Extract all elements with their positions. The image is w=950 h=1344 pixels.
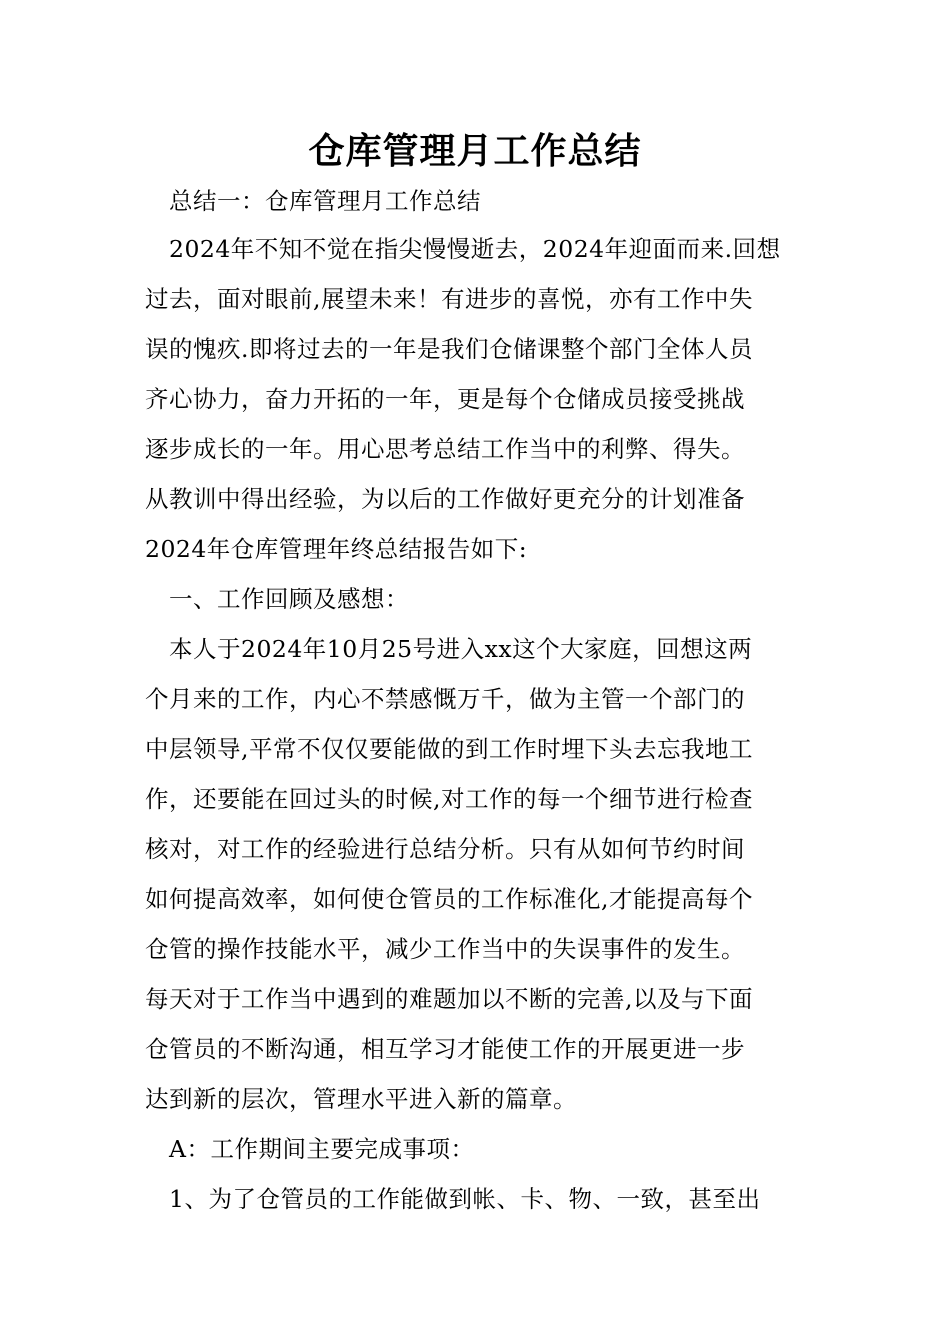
paragraph-line: 个月来的工作，内心不禁感慨万千，做为主管一个部门的: [145, 685, 745, 713]
paragraph-line: 达到新的层次，管理水平进入新的篇章。: [145, 1085, 577, 1113]
subsection-heading: A：工作期间主要完成事项：: [145, 1135, 475, 1163]
section-heading: 一、工作回顾及感想：: [145, 585, 409, 613]
paragraph-line: 误的愧疚.即将过去的一年是我们仓储课整个部门全体人员: [145, 335, 753, 363]
paragraph-line: 齐心协力，奋力开拓的一年，更是每个仓储成员接受挑战: [145, 385, 745, 413]
paragraph-line: 核对，对工作的经验进行总结分析。只有从如何节约时间: [145, 835, 745, 863]
paragraph-line: 仓管员的不断沟通，相互学习才能使工作的开展更进一步: [145, 1035, 745, 1063]
paragraph-line: 中层领导,平常不仅仅要能做的到工作时埋下头去忘我地工: [145, 735, 753, 763]
paragraph-line: 如何提高效率，如何使仓管员的工作标准化,才能提高每个: [145, 885, 753, 913]
paragraph-line: 过去，面对眼前,展望未来！有进步的喜悦，亦有工作中失: [145, 285, 753, 313]
paragraph-line: 2024年不知不觉在指尖慢慢逝去，2024年迎面而来.回想: [145, 235, 781, 263]
paragraph-line: 2024年仓库管理年终总结报告如下:: [145, 535, 528, 563]
paragraph-line: 1、为了仓管员的工作能做到帐、卡、物、一致，甚至出: [145, 1185, 761, 1213]
document-title: 仓库管理月工作总结: [308, 130, 642, 172]
paragraph-line: 仓管的操作技能水平，减少工作当中的失误事件的发生。: [145, 935, 745, 963]
paragraph-line: 每天对于工作当中遇到的难题加以不断的完善,以及与下面: [145, 985, 753, 1013]
paragraph-line: 逐步成长的一年。用心思考总结工作当中的利弊、得失。: [145, 435, 745, 463]
paragraph-line: 作，还要能在回过头的时候,对工作的每一个细节进行检查: [145, 785, 753, 813]
summary-heading: 总结一：仓库管理月工作总结: [145, 187, 481, 215]
paragraph-line: 从教训中得出经验，为以后的工作做好更充分的计划准备: [145, 485, 745, 513]
paragraph-line: 本人于2024年10月25号进入xx这个大家庭，回想这两: [145, 635, 753, 663]
